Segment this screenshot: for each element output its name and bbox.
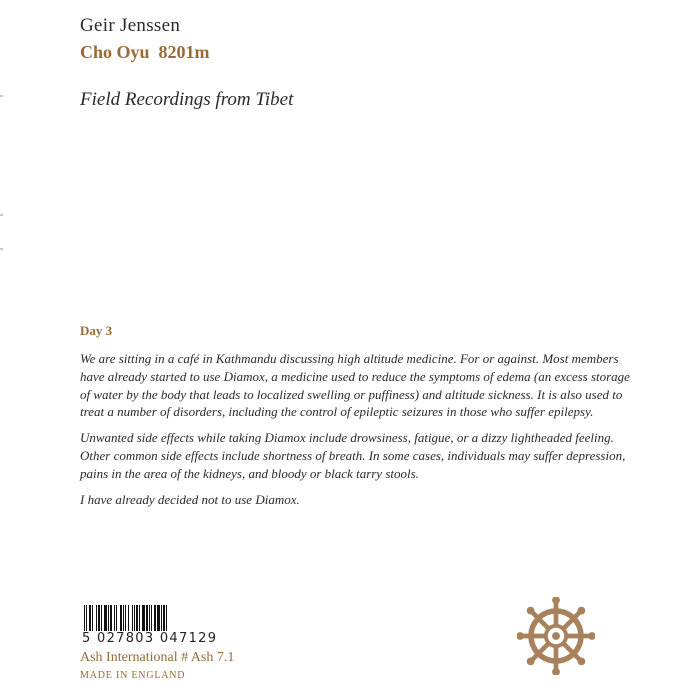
barcode-bar <box>128 605 129 631</box>
wheel-knob <box>552 668 560 675</box>
barcode-bar <box>125 605 126 631</box>
barcode-bar <box>120 605 122 631</box>
barcode-bar <box>116 605 117 631</box>
barcode-bars <box>82 605 232 631</box>
barcode-bar <box>84 605 85 631</box>
wheel-center <box>552 632 560 640</box>
dharma-wheel-icon <box>517 597 595 675</box>
barcode-bar <box>146 605 148 631</box>
edge-mark <box>0 248 3 250</box>
header <box>80 14 293 112</box>
barcode-bar <box>151 605 152 631</box>
barcode-bar <box>161 605 162 631</box>
artist-name: Geir Jenssen <box>80 15 181 36</box>
wheel-knob <box>588 632 595 640</box>
day-heading: Day 3 <box>80 323 113 338</box>
wheel-knob <box>552 597 560 604</box>
barcode-bar <box>163 605 165 631</box>
barcode-bar <box>123 605 124 631</box>
barcode-bar <box>110 605 112 631</box>
barcode-bar <box>101 605 102 631</box>
wheel-knob <box>577 657 585 665</box>
edge-mark <box>0 214 3 216</box>
barcode-bar <box>86 605 87 631</box>
barcode-bar <box>154 605 156 631</box>
album-subtitle: Field Recordings from Tibet <box>80 89 294 110</box>
barcode-bar <box>92 605 93 631</box>
barcode-number: 5 027803 047129 <box>82 631 218 646</box>
edge-mark <box>0 95 3 97</box>
footer <box>80 649 234 681</box>
barcode-bar <box>134 605 135 631</box>
barcode-bar <box>157 605 160 631</box>
barcode <box>82 605 268 646</box>
liner-notes <box>80 322 640 516</box>
barcode-bar <box>98 605 100 631</box>
paragraph-1: We are sitting in a café in Kathmandu discussing high altitude medicine. For or against. Most members have already started to use Diamox, a medicine used to reduce the symptoms of edema (an excess storage of water by the body that leads to localized swelling or puffiness) and altitude sickness. It is also used to treat a number of disorders, including the control of epileptic seizures in those who suffer epilepsy. <box>80 351 630 420</box>
barcode-bar <box>114 605 115 631</box>
catalog-label: Ash International # Ash 7.1 <box>80 650 235 665</box>
paragraph-3: I have already decided not to use Diamox. <box>80 491 300 507</box>
altitude-text: 8201m <box>158 42 210 62</box>
barcode-bar <box>89 605 91 631</box>
wheel-knob <box>517 632 524 640</box>
wheel-knob <box>527 607 535 615</box>
barcode-bar <box>132 605 133 631</box>
wheel-knob <box>577 607 585 615</box>
barcode-bar <box>104 605 107 631</box>
barcode-bar <box>142 605 145 631</box>
wheel-knob <box>527 657 535 665</box>
title-text: Cho Oyu <box>80 42 150 62</box>
barcode-bar <box>136 605 138 631</box>
barcode-bar <box>108 605 109 631</box>
album-title <box>80 40 293 64</box>
barcode-bar <box>149 605 150 631</box>
paragraph-2: Unwanted side effects while taking Diamox include drowsiness, fatigue, or a dizzy lightheaded feeling. Other common side effects include shortness of breath. In some cases, individuals may suffer depression, pains in the area of the kidneys, and bloody or black tarry stools. <box>80 430 626 481</box>
barcode-bar <box>166 605 167 631</box>
barcode-bar <box>96 605 97 631</box>
barcode-bar <box>139 605 140 631</box>
made-in-label: MADE IN ENGLAND <box>80 670 186 681</box>
